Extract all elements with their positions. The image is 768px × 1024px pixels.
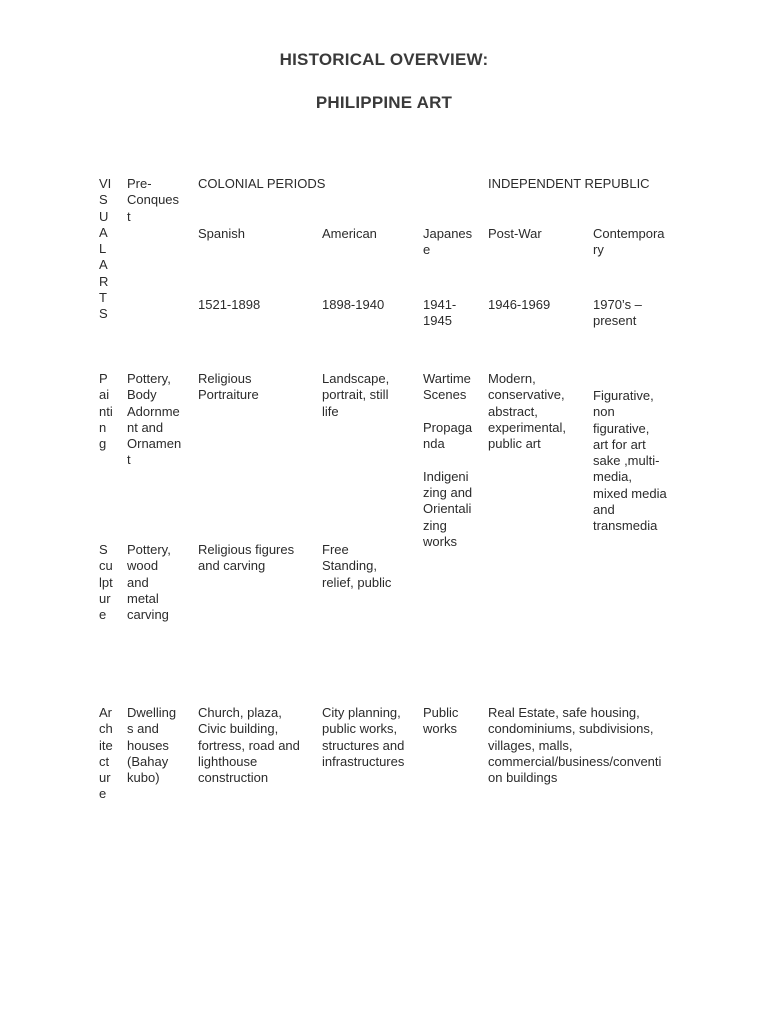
row-label-architecture: Ar ch ite ct ur e (99, 705, 113, 802)
period-post-war: Post-War (488, 226, 542, 241)
period-contemporary: Contempora ry (593, 226, 665, 258)
architecture-pre-conquest: Dwelling s and houses (Bahay kubo) (127, 705, 177, 786)
side-label-visual-arts: VI S U A L A R T S (99, 176, 112, 322)
architecture-spanish: Church, plaza, Civic building, fortress, road and lighthouse construction (198, 705, 300, 786)
painting-japanese: Wartime Scenes Propaga nda Indigeni zing and Orientali zing works (423, 371, 473, 549)
painting-spanish: Religious Portraiture (198, 371, 259, 403)
years-american: 1898-1940 (322, 297, 385, 312)
period-japanese: Japanes e (423, 226, 473, 258)
document-subtitle: PHILIPPINE ART (315, 93, 453, 112)
document-title: HISTORICAL OVERVIEW: (279, 50, 489, 69)
sculpture-american: Free Standing, relief, public (322, 542, 392, 590)
years-spanish: 1521-1898 (198, 297, 261, 312)
sculpture-pre-conquest: Pottery, wood and metal carving (127, 542, 171, 623)
architecture-american: City planning, public works, structures and infrastructures (322, 705, 405, 769)
years-japanese: 1941- 1945 (423, 297, 457, 329)
years-post-war: 1946-1969 (488, 297, 551, 312)
years-contemporary: 1970’s – present (593, 297, 642, 329)
header-independent-republic: INDEPENDENT REPUBLIC (488, 176, 650, 191)
architecture-japanese: Public works (423, 705, 459, 737)
period-american: American (322, 226, 377, 241)
row-label-painting: P ai nti n g (99, 371, 113, 452)
painting-american: Landscape, portrait, still life (322, 371, 390, 419)
row-label-sculpture: S cu lpt ur e (99, 542, 113, 623)
architecture-post-war: Real Estate, safe housing, condominiums, subdivisions, villages, malls, commercial/business/conventi on buildings (488, 705, 662, 786)
header-colonial-periods: COLONIAL PERIODS (198, 176, 326, 191)
painting-contemporary: Figurative, non figurative, art for art sake ,multi- media, mixed media and transmedia (593, 388, 667, 534)
sculpture-spanish: Religious figures and carving (198, 542, 295, 574)
painting-pre-conquest: Pottery, Body Adornme nt and Ornamen t (127, 371, 182, 468)
period-spanish: Spanish (198, 226, 245, 241)
painting-post-war: Modern, conservative, abstract, experimental, public art (488, 371, 567, 452)
header-pre-conquest: Pre- Conques t (127, 176, 180, 224)
